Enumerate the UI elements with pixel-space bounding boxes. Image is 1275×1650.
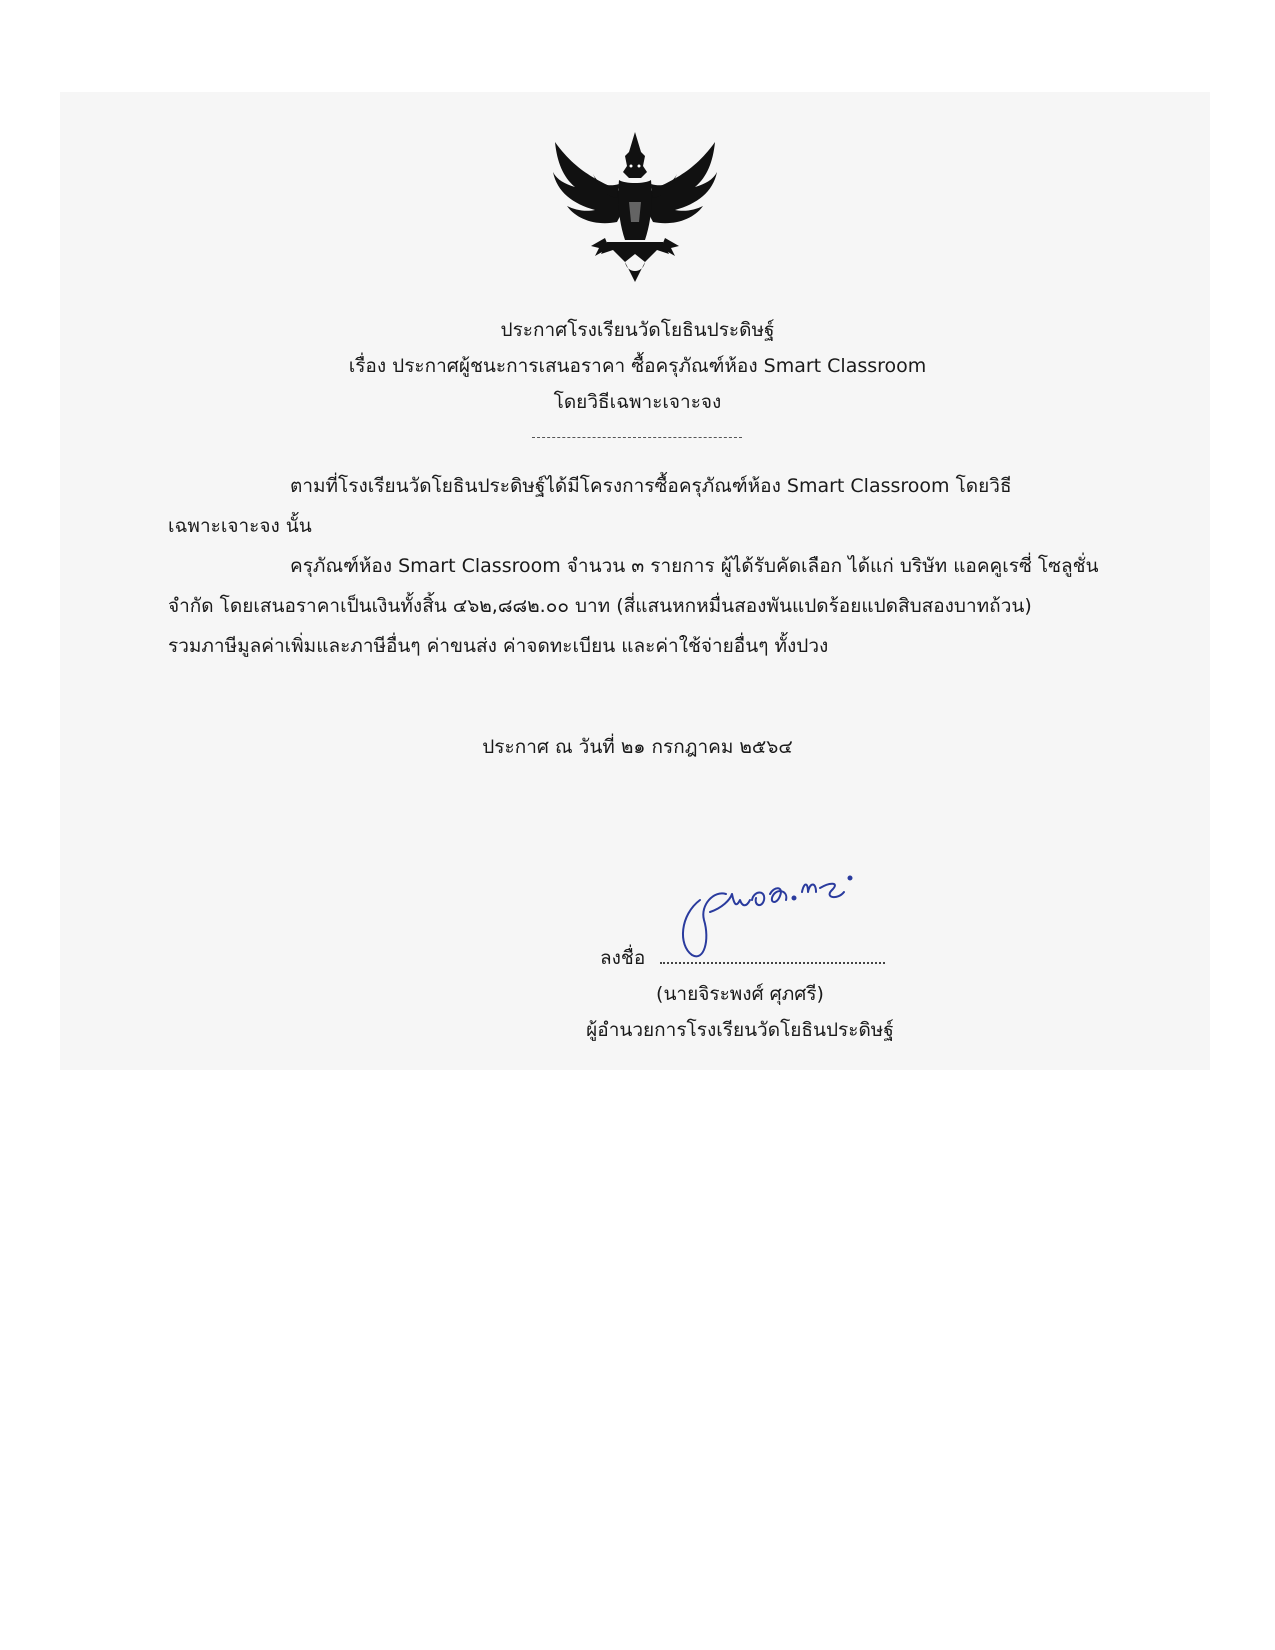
paragraph-2-line-1: ครุภัณฑ์ห้อง Smart Classroom จำนวน ๓ รายการ ผู้ได้รับคัดเลือก ได้แก่ บริษัท แอคคูเรซี่ โซลูชั่น bbox=[290, 555, 1099, 577]
paragraph-1-line-2: เฉพาะเจาะจง นั้น bbox=[168, 515, 312, 537]
paragraph-1-line-1: ตามที่โรงเรียนวัดโยธินประดิษฐ์ได้มีโครงการซื้อครุภัณฑ์ห้อง Smart Classroom โดยวิธี bbox=[290, 475, 1012, 497]
paragraph-2-line-2: จำกัด โดยเสนอราคาเป็นเงินทั้งสิ้น ๔๖๒,๘๘๒.๐๐ บาท (สี่แสนหกหมื่นสองพันแปดร้อยแปดสิบสองบาทถ้วน) bbox=[168, 595, 1032, 617]
sign-label: ลงชื่อ bbox=[600, 947, 646, 969]
header-divider bbox=[532, 437, 742, 438]
announcement-title: ประกาศโรงเรียนวัดโยธินประดิษฐ์ bbox=[500, 319, 775, 341]
signer-name: (นายจิระพงศ์ ศุภศรี) bbox=[656, 983, 824, 1005]
announcement-subject: เรื่อง ประกาศผู้ชนะการเสนอราคา ซื้อครุภัณฑ์ห้อง Smart Classroom bbox=[348, 355, 927, 377]
paragraph-2-line-3: รวมภาษีมูลค่าเพิ่มและภาษีอื่นๆ ค่าขนส่ง ค่าจดทะเบียน และค่าใช้จ่ายอื่นๆ ทั้งปวง bbox=[168, 635, 829, 657]
garuda-emblem-icon bbox=[545, 122, 725, 287]
announcement-date: ประกาศ ณ วันที่ ๒๑ กรกฎาคม ๒๕๖๔ bbox=[482, 736, 793, 758]
signature-dotted-line bbox=[660, 962, 885, 964]
announcement-method: โดยวิธีเฉพาะเจาะจง bbox=[553, 391, 722, 413]
signer-title: ผู้อำนวยการโรงเรียนวัดโยธินประดิษฐ์ bbox=[586, 1019, 894, 1041]
handwritten-signature bbox=[670, 860, 870, 970]
